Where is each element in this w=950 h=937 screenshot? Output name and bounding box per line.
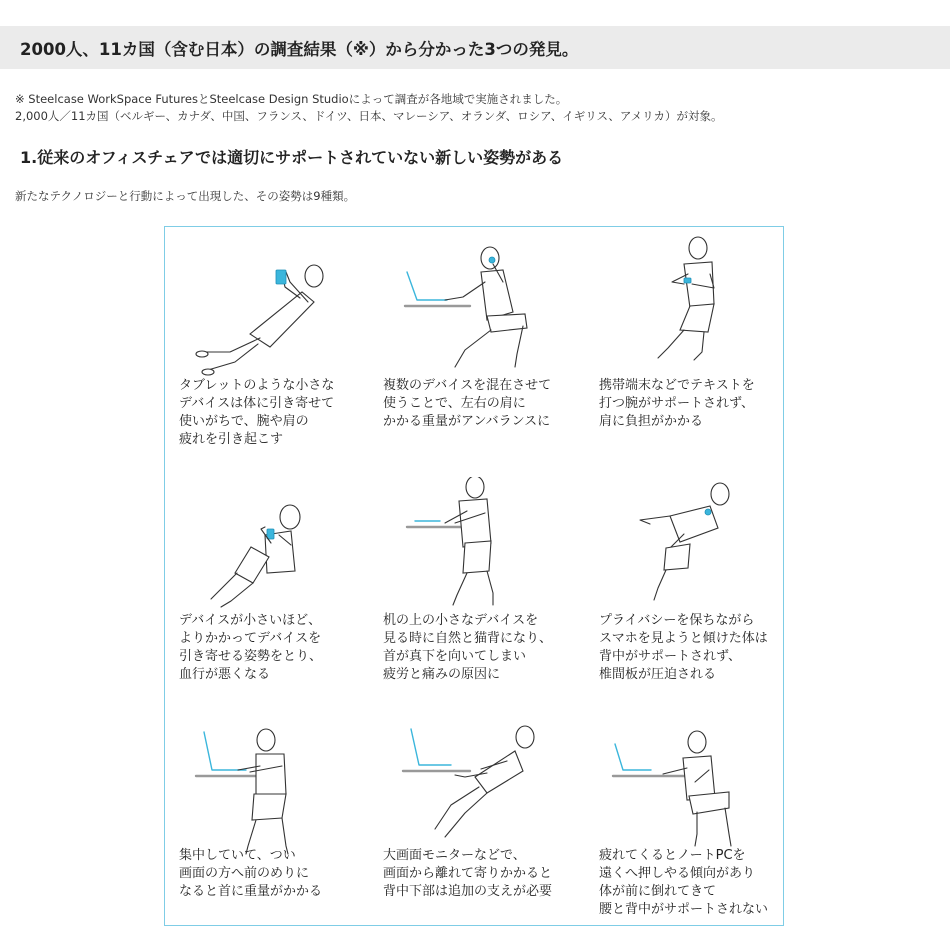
posture-tilt-phone-illustration: [610, 472, 770, 612]
posture-lean-back-illustration: [195, 487, 365, 627]
postures-illustration-panel: [164, 226, 784, 926]
posture-tablet-recline-illustration: [190, 252, 360, 392]
posture-caption: プライバシーを保ちながら スマホを見ようと傾けた体は 背中がサポートされず、 椎間板が圧迫される: [599, 613, 768, 682]
header-title: 2000人、11カ国（含む日本）の調査結果（※）から分かった3つの発見。: [20, 40, 579, 59]
finding-title: 1.従来のオフィスチェアでは適切にサポートされていない新しい姿勢がある: [20, 148, 564, 167]
posture-lean-forward: [165, 697, 375, 927]
posture-texting-illustration: [610, 232, 770, 372]
posture-tilt-phone: [585, 462, 785, 697]
posture-hunch-desk: [375, 462, 585, 697]
posture-recline-monitor: [375, 697, 585, 927]
posture-caption: 疲れてくるとノートPCを 遠くへ押しやる傾向があり 体が前に倒れてきて 腰と背中がサポートされない: [599, 848, 769, 917]
posture-recline-monitor-illustration: [395, 717, 575, 857]
posture-texting: [585, 227, 785, 462]
finding-description: 新たなテクノロジーと行動によって出現した、その姿勢は9種類。: [15, 189, 356, 203]
posture-hunch-desk-illustration: [395, 477, 575, 617]
posture-multi-device: [375, 227, 585, 462]
posture-caption: 集中していて、つい 画面の方へ前のめりに なると首に重量がかかる: [179, 848, 323, 899]
posture-caption: 携帯端末などでテキストを 打つ腕がサポートされず、 肩に負担がかかる: [599, 378, 755, 429]
posture-tablet-recline: [165, 227, 375, 462]
posture-caption: デバイスが小さいほど、 よりかかってデバイスを 引き寄せる姿勢をとり、 血行が悪くなる: [179, 613, 323, 682]
posture-push-laptop: [585, 697, 785, 927]
header-banner: [0, 26, 950, 69]
posture-caption: 大画面モニターなどで、 画面から離れて寄りかかると 背中下部は追加の支えが必要: [383, 848, 553, 899]
posture-lean-forward-illustration: [190, 722, 360, 862]
posture-caption: タブレットのような小さな デバイスは体に引き寄せて 使いがちで、腕や肩の 疲れを引き起こす: [179, 378, 335, 447]
posture-push-laptop-illustration: [605, 722, 765, 862]
posture-caption: 机の上の小さなデバイスを 見る時に自然と猫背になり、 首が真下を向いてしまい 疲労と痛みの原因に: [383, 613, 553, 682]
posture-caption: 複数のデバイスを混在させて 使うことで、左右の肩に かかる重量がアンバランスに: [383, 378, 552, 429]
survey-note-line-1: ※ Steelcase WorkSpace FuturesとSteelcase Design Studioによって調査が各地域で実施されました。: [15, 92, 568, 106]
posture-multi-device-illustration: [395, 242, 575, 382]
survey-note-line-2: 2,000人／11カ国（ベルギー、カナダ、中国、フランス、ドイツ、日本、マレーシア、オランダ、ロシア、イギリス、アメリカ）が対象。: [15, 109, 723, 123]
posture-lean-back: [165, 462, 375, 697]
survey-note: [15, 91, 723, 125]
